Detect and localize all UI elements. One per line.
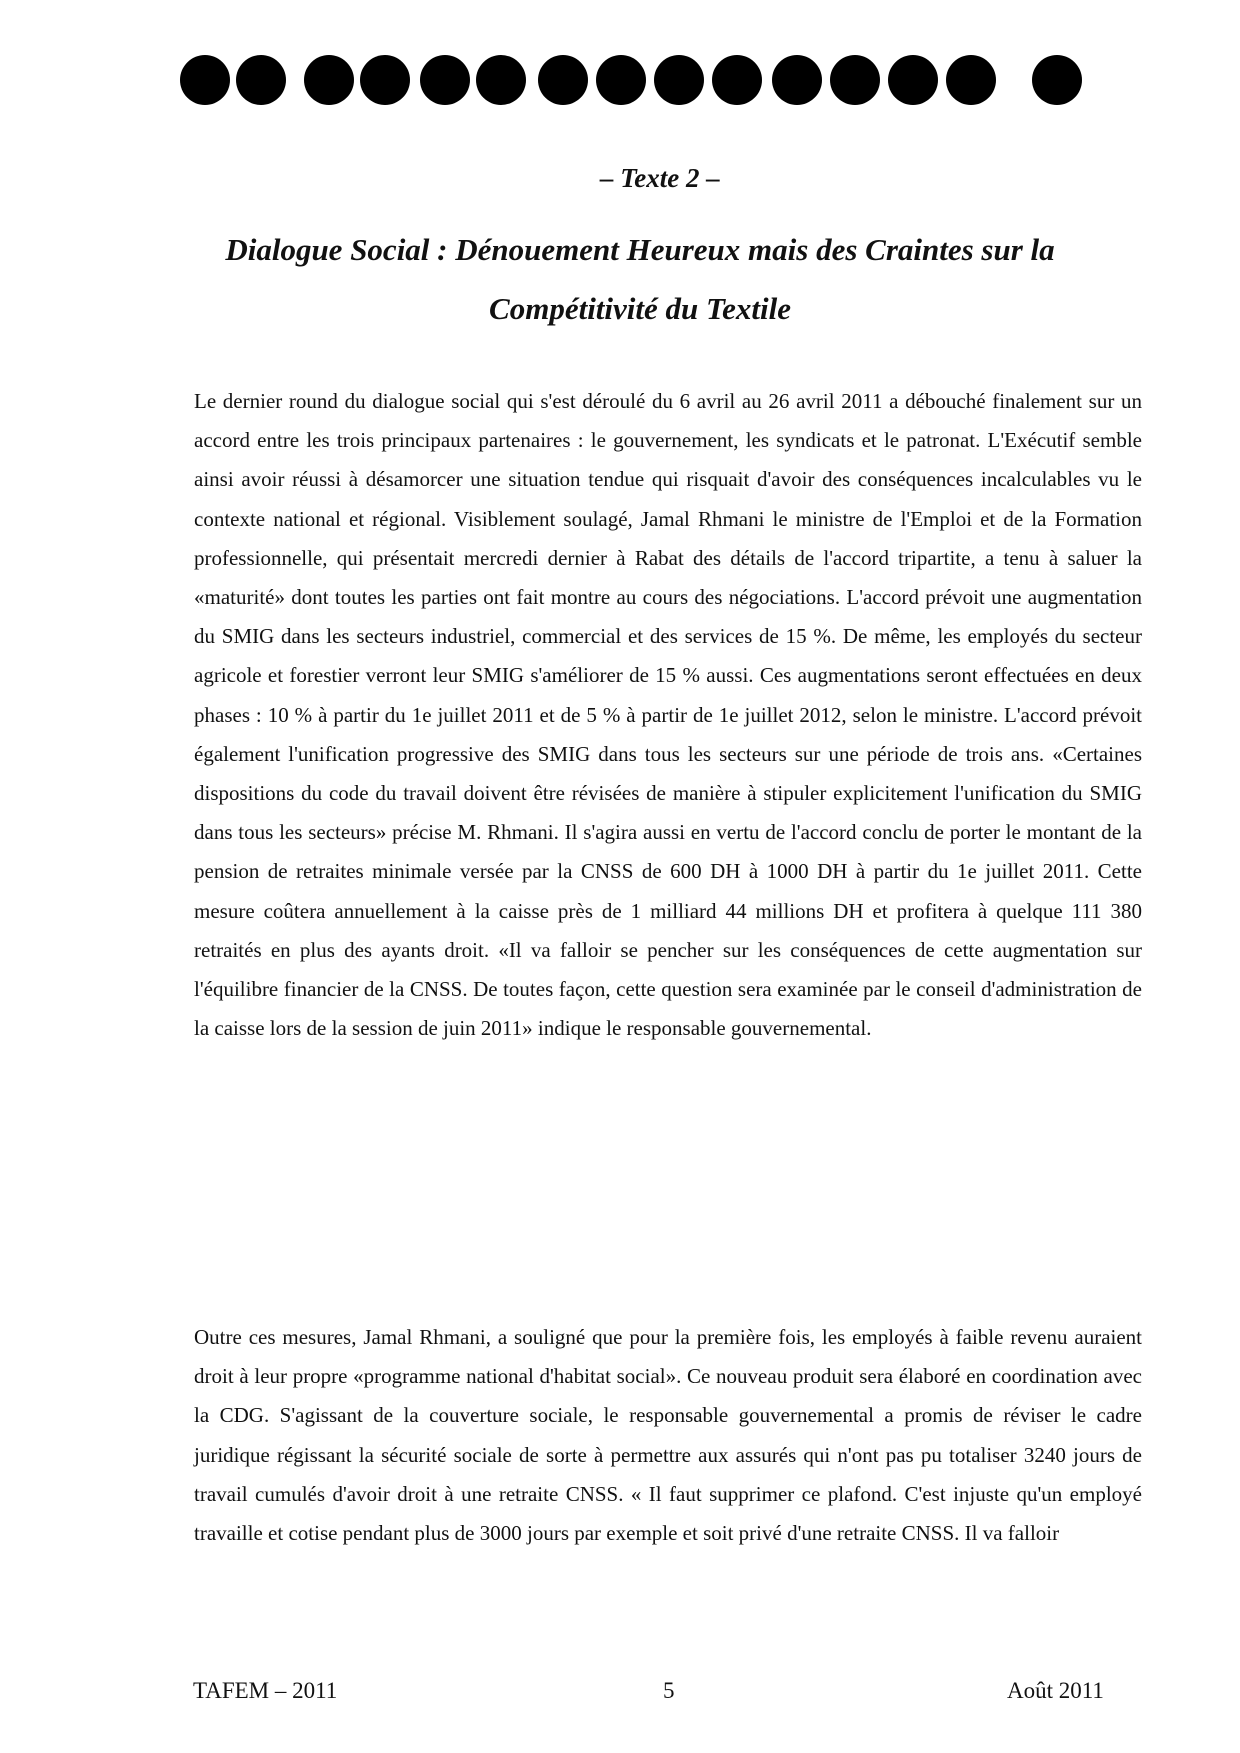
text-number-label: – Texte 2 – <box>600 163 720 193</box>
dot-icon <box>772 55 822 105</box>
footer-date: Août 2011 <box>1007 1678 1104 1703</box>
dot-icon <box>712 55 762 105</box>
dot-icon <box>420 55 470 105</box>
dot-icon <box>888 55 938 105</box>
body-paragraph-2: Outre ces mesures, Jamal Rhmani, a souligné que pour la première fois, les employés à faible revenu auraient droit à leur propre «programme national d'habitat social». Ce nouveau produit sera élaboré en coordination avec la CDG. S'agissant de la couverture sociale, le responsable gouvernemental a promis de réviser le cadre juridique régissant la sécurité sociale de sorte à permettre aux assurés qui n'ont pas pu totaliser 3240 jours de travail cumulés d'avoir droit à une retraite CNSS. « Il faut supprimer ce plafond. C'est injuste qu'un employé travaille et cotise pendant plus de 3000 jours par exemple et soit privé d'une retraite CNSS. Il va falloir <box>194 1325 1142 1546</box>
decorative-dot-row <box>0 50 1240 110</box>
dot-icon <box>236 55 286 105</box>
dot-icon <box>654 55 704 105</box>
footer-source: TAFEM – 2011 <box>193 1678 338 1703</box>
dot-icon <box>304 55 354 105</box>
dot-icon <box>360 55 410 105</box>
dot-icon <box>830 55 880 105</box>
body-paragraph-1: Le dernier round du dialogue social qui s'est déroulé du 6 avril au 26 avril 2011 a débouché finalement sur un accord entre les trois principaux partenaires : le gouvernement, les syndicats et le patronat. L'Exécutif semble ainsi avoir réussi à désamorcer une situation tendue qui risquait d'avoir des conséquences incalculables vu le contexte national et régional. Visiblement soulagé, Jamal Rhmani le ministre de l'Emploi et de la Formation professionnelle, qui présentait mercredi dernier à Rabat des détails de l'accord tripartite, a tenu à saluer la «maturité» dont toutes les parties ont fait montre au cours des négociations. L'accord prévoit une augmentation du SMIG dans les secteurs industriel, commercial et des services de 15 %. De même, les employés du secteur agricole et forestier verront leur SMIG s'améliorer de 15 % aussi. Ces augmentations seront effectuées en deux phases : 10 % à partir du 1e juillet 2011 et de 5 % à partir de 1e juillet 2012, selon le ministre. L'accord prévoit également l'unification progressive des SMIG dans tous les secteurs sur une période de trois ans. «Certaines dispositions du code du travail doivent être révisées de manière à stipuler explicitement l'unification du SMIG dans tous les secteurs» précise M. Rhmani. Il s'agira aussi en vertu de l'accord conclu de porter le montant de la pension de retraites minimale versée par la CNSS de 600 DH à 1000 DH à partir du 1e juillet 2011. Cette mesure coûtera annuellement à la caisse près de 1 milliard 44 millions DH et profitera à quelque 111 380 retraités en plus des ayants droit. «Il va falloir se pencher sur les conséquences de cette augmentation sur l'équilibre financier de la CNSS. De toutes façon, cette question sera examinée par le conseil d'administration de la caisse lors de la session de juin 2011» indique le responsable gouvernemental. <box>194 389 1142 1041</box>
dot-icon <box>476 55 526 105</box>
page-number: 5 <box>663 1678 675 1703</box>
dot-icon <box>1032 55 1082 105</box>
dot-icon <box>946 55 996 105</box>
dot-icon <box>180 55 230 105</box>
dot-icon <box>538 55 588 105</box>
dot-icon <box>596 55 646 105</box>
article-title: Dialogue Social : Dénouement Heureux mais des Craintes sur la Compétitivité du Textile <box>225 232 1055 326</box>
